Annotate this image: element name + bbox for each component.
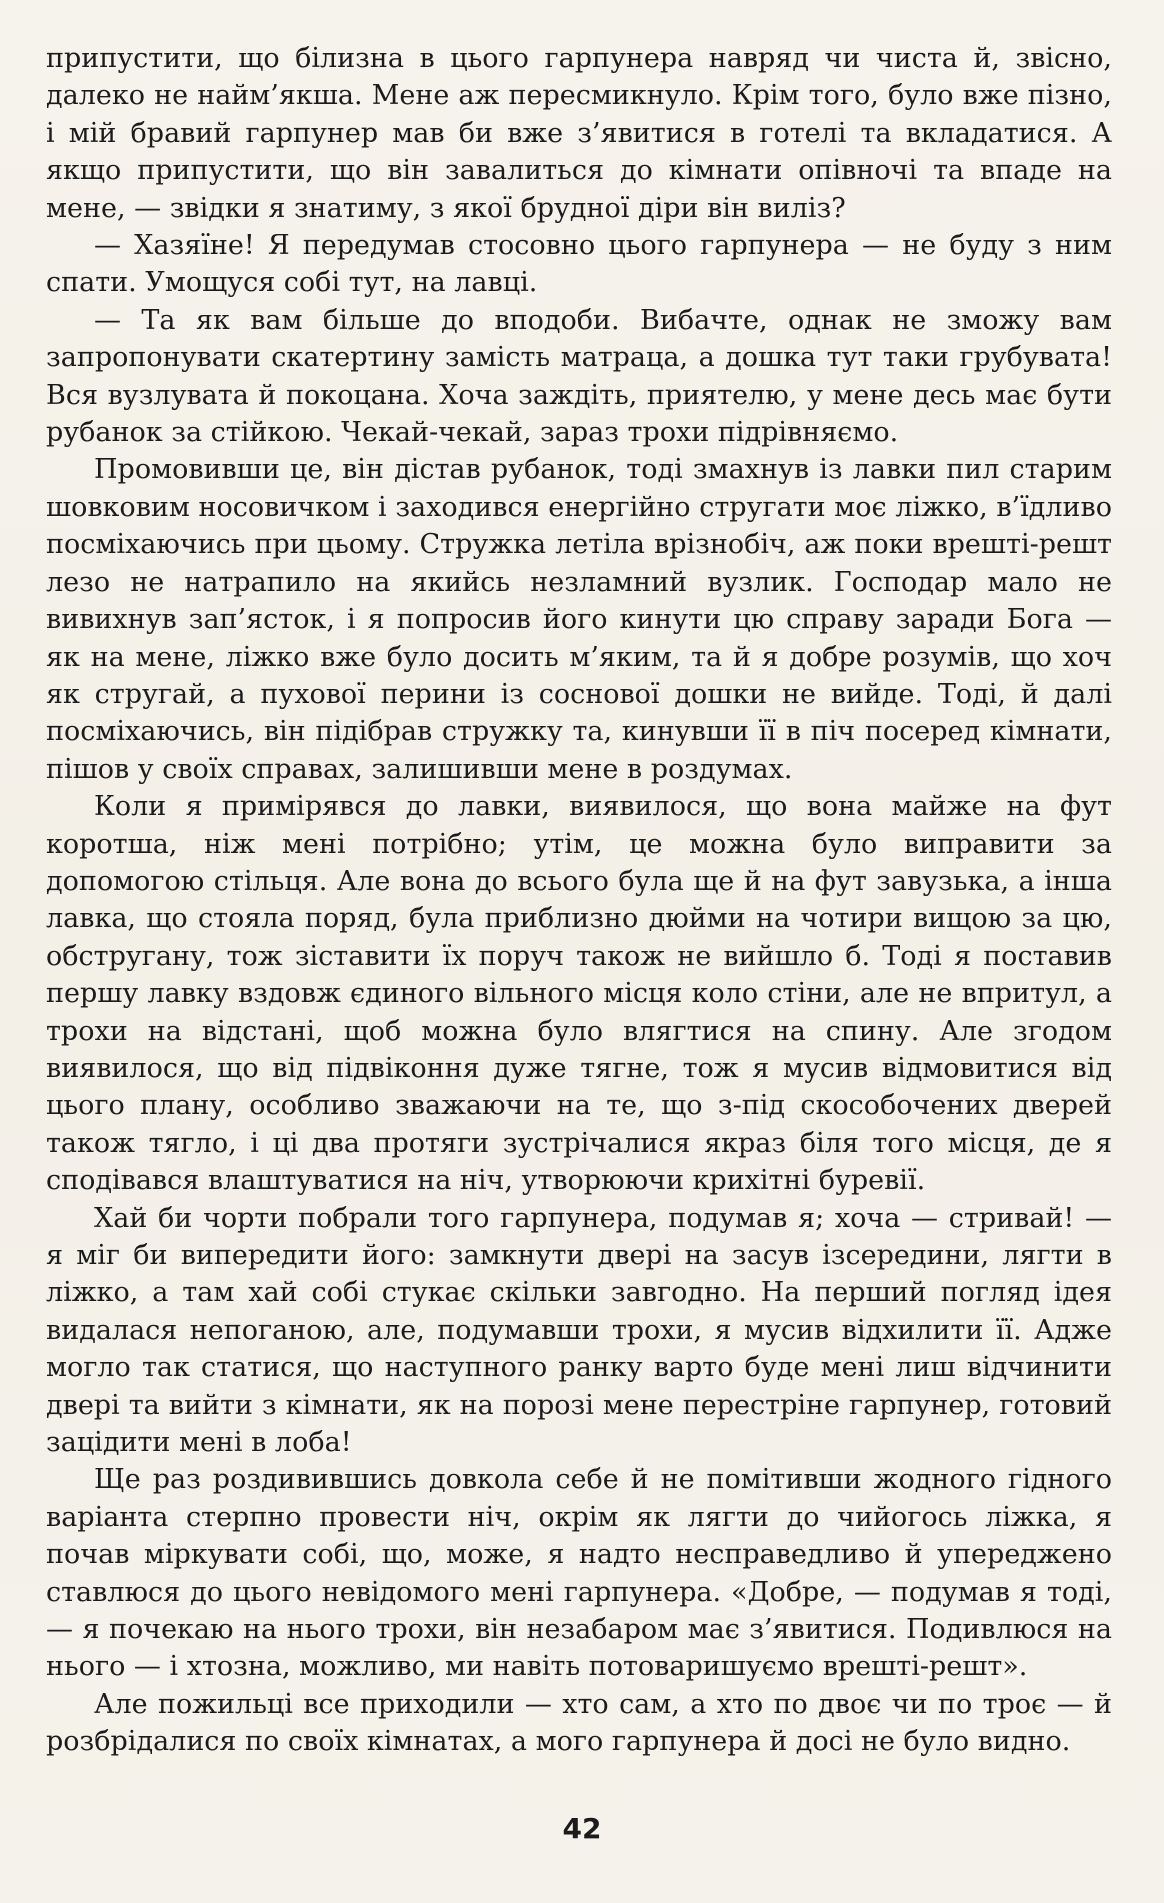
body-text [46, 40, 1112, 1761]
paragraph-bench: Коли я примірявся до лавки, виявилося, що вона майже на фут коротша, ніж мені потрібно; утім, це можна було виправити за допомогою стільця. Але вона до всього була ще й на фут завузька, а інша лавка, що стояла поряд, була приблизно дюйми на чотири вищою за цю, обстругану, тож зіставити їх поруч також не вийшло б. Тоді я поставив першу лавку вздовж єдиного вільного місця коло стіни, але не впритул, а трохи на відстані, щоб можна було влягтися на спину. Але згодом виявилося, що від підвіконня дуже тягне, тож я мусив відмовитися від цього плану, особливо зважаючи на те, що з-під скособочених дверей також тягло, і ці два протяги зустрічалися якраз біля того місця, де я сподівався влаштуватися на ніч, утворюючи крихітні буревії. [46, 791, 1112, 1197]
paragraph-continued: припустити, що білизна в цього гарпунера навряд чи чиста й, звісно, далеко не найм’якша. Мене аж пересмикнуло. Крім того, було вже пізно, і мій бравий гарпунер мав би вже з’явитися в готелі та вкладатися. А якщо припустити, що він завалиться до кімнати опівночі та впаде на мене, — звідки я знатиму, з якої брудної діри він виліз? [46, 43, 1112, 224]
paragraph-dialogue-1: — Хазяїне! Я передумав стосовно цього гарпунера — не буду з ним спати. Умощуся собі тут, на лавці. [46, 230, 1112, 299]
paragraph-dialogue-2: — Та як вам більше до вподоби. Вибачте, однак не зможу вам запропонувати скатертину замість матраца, а дошка тут таки грубувата! Вся вузлувата й покоцана. Хоча заждіть, приятелю, у мене десь має бути рубанок за стійкою. Чекай-чекай, зараз трохи підрівняємо. [46, 304, 1112, 449]
paragraph-reconsider: Ще раз роздивившись довкола себе й не помітивши жодного гідного варіанта стерпно провести ніч, окрім як лягти до чийогось ліжка, я почав міркувати собі, що, може, я надто несправедливо й упереджено ставлюся до цього невідомого мені гарпунера. «Добре, — подумав я тоді, — я почекаю на нього трохи, він незабаром має з’явитися. Подивлюся на нього — і хтозна, можливо, ми навіть потоваришуємо врешті-решт». [46, 1464, 1112, 1683]
page-number: 42 [562, 1812, 602, 1845]
paragraph-harpooner-door: Хай би чорти побрали того гарпунера, подумав я; хоча — стривай! — я міг би випередити його: замкнути двері на засув ізсередини, лягти в ліжко, а там хай собі стукає скільки завгодно. На перший погляд ідея видалася непоганою, але, подумавши трохи, я мусив відхилити її. Адже могло так статися, що наступного ранку варто буде мені лиш відчинити двері та вийти з кімнати, як на порозі мене перестріне гарпунер, готовий зацідити мені в лоба! [46, 1202, 1112, 1459]
paragraph-lodgers: Але пожильці все приходили — хто сам, а хто по двоє чи по троє — й розбрідалися по своїх кімнатах, а мого гарпунера й досі не було видно. [46, 1688, 1112, 1758]
paragraph-planing: Промовивши це, він дістав рубанок, тоді змахнув із лавки пил старим шовковим носовичком і заходився енергійно стругати моє ліжко, в’їдливо посміхаючись при цьому. Стружка летіла врізнобіч, аж поки врешті-решт лезо не натрапило на якийсь незламний вузлик. Господар мало не вивихнув зап’ясток, і я попросив його кинути цю справу заради Бога — як на мене, ліжко вже було досить м’яким, та й я добре розумів, що хоч як стругай, а пухової перини із соснової дошки не вийде. Тоді, й далі посміхаючись, він підібрав стружку та, кинувши її в піч посеред кімнати, пішов у своїх справах, залишивши мене в роздумах. [46, 454, 1112, 785]
